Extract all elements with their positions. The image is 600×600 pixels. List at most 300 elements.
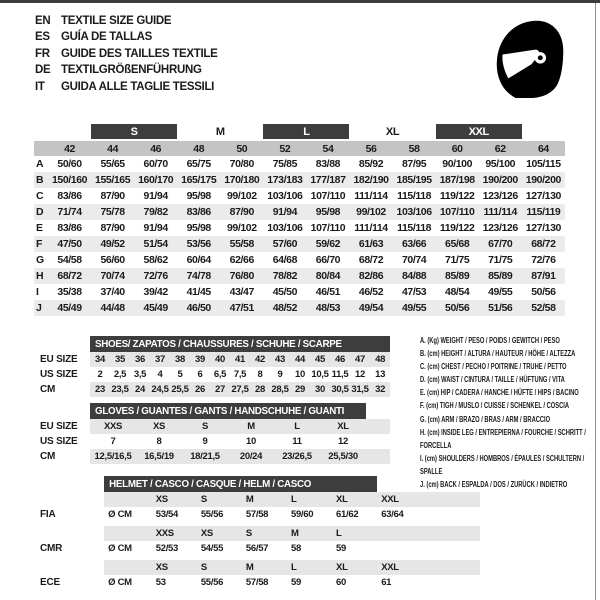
value-cell: 115/118 (397, 222, 432, 234)
value-cell: 12 (338, 436, 348, 447)
empty-cell (377, 541, 422, 556)
value-cell: 75/85 (272, 158, 298, 170)
row-label: CM (40, 451, 56, 462)
size-cell: L (332, 526, 377, 541)
size-cell: 42 (48, 140, 91, 156)
measurement-row (34, 188, 565, 204)
value-cell: 61/63 (349, 236, 392, 252)
value-cell: 55/65 (100, 158, 125, 170)
language-code: IT (35, 80, 45, 93)
value-cell: 27 (210, 382, 230, 397)
value-cell: 57/60 (263, 236, 306, 252)
value-cell: 99/102 (226, 222, 257, 234)
measurement-row (34, 172, 565, 188)
size-group-empty (522, 124, 565, 140)
size-cell: 58 (393, 140, 436, 156)
value-cell: 48/53 (306, 300, 349, 316)
filler-cell (422, 541, 480, 556)
value-cell: 46/51 (315, 286, 341, 298)
value-cell: 24 (130, 382, 150, 397)
measurement-legend (420, 334, 594, 491)
value-cell: 43/47 (229, 286, 254, 298)
size-cell: XS (152, 492, 197, 507)
value-cell: 31,5 (351, 384, 369, 395)
row-label: F (34, 236, 48, 252)
value-cell: 51/54 (134, 236, 177, 252)
value-cell: 57/58 (245, 577, 269, 588)
row-label-spacer (34, 560, 104, 575)
value-cell: 54/58 (57, 254, 82, 266)
value-cell: 111/114 (354, 222, 388, 234)
value-cell: 74/78 (177, 268, 220, 284)
value-cell: 49/52 (91, 236, 134, 252)
size-group-xl: XL (349, 124, 435, 140)
value-cell: 7,5 (233, 369, 247, 380)
row-label: A (36, 158, 44, 170)
value-cell: 103/106 (267, 222, 303, 234)
size-cell: M (242, 560, 287, 575)
value-cell: 53/54 (155, 509, 179, 520)
row-label: EU SIZE (40, 421, 78, 432)
value-cell: 53 (155, 577, 166, 588)
value-cell: 24,5 (151, 384, 169, 395)
unit-spacer (104, 560, 152, 575)
language-title: GUIDE DES TAILLES TEXTILE (61, 47, 218, 60)
size-cell: XXL (377, 560, 422, 575)
value-cell: 55/56 (200, 577, 224, 588)
language-code: EN (35, 15, 51, 27)
value-cell: 44/48 (91, 300, 134, 316)
legend-item: G. (cm) ARM / BRAZO / BRAS / ARM / BRACCIO (420, 414, 551, 424)
filler-cell (422, 507, 480, 522)
language-title: TEXTILGRÖßENFÜHRUNG (61, 64, 202, 77)
helmet-sizes-row (34, 560, 480, 575)
value-cell: 85/92 (358, 158, 384, 170)
row-label: US SIZE (40, 369, 78, 380)
value-cell: 58 (290, 543, 301, 554)
unit-cell: Ø CM (108, 543, 132, 554)
value-cell: 182/190 (349, 172, 392, 188)
legend-item: E. (cm) HIP / CADERA / HANCHE / HÜFTE / HIPS / BACINO (420, 388, 579, 398)
value-cell: 35 (110, 352, 130, 367)
value-cell: 165/175 (177, 172, 220, 188)
value-cell: 83/88 (315, 158, 341, 170)
value-cell: 123/126 (482, 190, 518, 202)
value-cell: 48/54 (445, 286, 470, 298)
size-cell: XL (332, 560, 377, 575)
size-cell: XS (152, 560, 197, 575)
value-cell: 170/180 (220, 172, 263, 188)
title-spacer (34, 403, 90, 419)
value-cell: 2,5 (113, 369, 127, 380)
legend-item: I. (cm) SHOULDERS / HOMBROS / ÉPAULES / SCHULTERN / SPALLE (420, 453, 585, 476)
language-row (35, 13, 218, 29)
value-cell: 84/88 (393, 268, 436, 284)
value-cell: 8 (156, 436, 162, 447)
value-cell: 47/50 (48, 236, 91, 252)
row-label: I (36, 286, 39, 298)
value-cell: 46/50 (177, 300, 220, 316)
value-cell: 45/49 (134, 300, 177, 316)
value-cell: 2 (97, 369, 103, 380)
value-cell: 95/100 (485, 158, 516, 170)
size-group-m: M (177, 124, 263, 140)
value-cell: 119/122 (439, 222, 475, 234)
size-cell: S (242, 526, 287, 541)
value-cell: 91/94 (143, 190, 168, 202)
measurement-row (34, 236, 565, 252)
value-cell: 72/76 (134, 268, 177, 284)
filler-cell (422, 575, 480, 590)
measurement-row (34, 252, 565, 268)
size-cell: 60 (436, 140, 479, 156)
value-cell: 50/60 (57, 158, 82, 170)
value-cell: L (274, 419, 320, 434)
value-cell: 150/160 (48, 172, 91, 188)
value-cell: 46 (330, 352, 350, 367)
size-cell: 52 (263, 140, 306, 156)
helmet-sizes-row (34, 492, 480, 507)
value-cell: 57/58 (245, 509, 269, 520)
shoes_table-title-row (34, 336, 390, 352)
value-cell: 29 (290, 382, 310, 397)
row-label: D (34, 204, 48, 220)
value-cell: S (182, 419, 228, 434)
value-cell: 103/106 (267, 190, 303, 202)
helmet-title-row (34, 476, 480, 492)
filler-cell (422, 526, 480, 541)
corner-cell (34, 140, 48, 156)
value-cell: 34 (90, 352, 110, 367)
language-list (35, 13, 218, 95)
row-label: J (34, 300, 48, 316)
row-label: E (36, 222, 43, 234)
size-cell: S (197, 492, 242, 507)
size-group-xxl: XXL (436, 124, 522, 140)
size-cell: XXL (377, 492, 422, 507)
value-cell: 80/84 (306, 268, 349, 284)
value-cell: 65/68 (436, 236, 479, 252)
value-cell: 39 (190, 352, 210, 367)
textile-size-table (34, 124, 565, 316)
language-row (35, 62, 218, 78)
size-cell: 46 (134, 140, 177, 156)
shoes_table-row (34, 367, 390, 382)
legend-item: A. (Kg) WEIGHT / PESO / POIDS / GEWITCH / PESO (420, 336, 560, 345)
shoes_table-row (34, 352, 390, 367)
value-cell: 111/114 (479, 204, 522, 220)
value-cell: 6 (197, 369, 203, 380)
value-cell: 40 (210, 352, 230, 367)
value-cell: XS (136, 419, 182, 434)
value-cell: 90/100 (442, 158, 473, 170)
value-cell: 56/57 (245, 543, 269, 554)
filler-cell (422, 492, 480, 507)
value-cell: 44 (290, 352, 310, 367)
value-cell: 32 (370, 382, 390, 397)
value-cell: 55/58 (220, 236, 263, 252)
value-cell: 18/21,5 (182, 449, 228, 464)
value-cell: XL (320, 419, 366, 434)
value-cell: 83/86 (57, 222, 82, 234)
value-cell: 70/80 (229, 158, 254, 170)
value-cell: 65/75 (186, 158, 211, 170)
size-cell: XS (197, 526, 242, 541)
value-cell: 11,5 (331, 369, 349, 380)
language-title: GUIDA ALLE TAGLIE TESSILI (61, 80, 215, 93)
value-cell: 56/60 (100, 254, 125, 266)
helmet-values-row (34, 507, 480, 522)
value-cell: 47/53 (401, 286, 427, 298)
row-label: C (36, 190, 44, 202)
row-label: H (34, 268, 48, 284)
value-cell: 87/90 (220, 204, 263, 220)
value-cell: 50/56 (531, 286, 556, 298)
size-cell: 54 (306, 140, 349, 156)
value-cell: 16,5/19 (136, 449, 182, 464)
size-cell: 62 (479, 140, 522, 156)
value-cell: XXS (90, 419, 136, 434)
value-cell: 78/82 (263, 268, 306, 284)
value-cell: 185/195 (393, 172, 436, 188)
value-cell: 63/66 (393, 236, 436, 252)
value-cell: 60/70 (143, 158, 168, 170)
value-cell: 83/86 (177, 204, 220, 220)
gloves_table-title-row (34, 403, 390, 419)
value-cell: 173/183 (263, 172, 306, 188)
value-cell: 91/94 (263, 204, 306, 220)
value-cell: 53/56 (177, 236, 220, 252)
row-label: CM (40, 384, 56, 395)
legend-item: H. (cm) INSIDE LEG / ENTREPIERNA / FOURCHE / SCHRITT / FORCELLA (420, 427, 586, 450)
gloves-size-table (34, 403, 390, 464)
size-cell: L (287, 492, 332, 507)
measurement-row (34, 156, 565, 172)
value-cell: 127/130 (525, 222, 561, 234)
value-cell: 95/98 (186, 190, 211, 202)
value-cell: 30,5 (331, 384, 349, 395)
value-cell: 46/52 (358, 286, 384, 298)
value-cell: 123/126 (482, 222, 518, 234)
value-cell: 99/102 (349, 204, 392, 220)
value-cell: 10 (246, 436, 256, 447)
language-title: GUÍA DE TALLAS (61, 31, 152, 44)
row-label: EU SIZE (40, 354, 78, 365)
standard-label: FIA (40, 509, 56, 520)
value-cell: 119/122 (439, 190, 475, 202)
value-cell: 37 (150, 352, 170, 367)
value-cell: 47/51 (220, 300, 263, 316)
size-cell: 44 (91, 140, 134, 156)
value-cell: 42 (250, 352, 270, 367)
value-cell: M (228, 419, 274, 434)
value-cell: 190/200 (522, 172, 565, 188)
value-cell: 66/70 (315, 254, 341, 266)
size-cell: 56 (349, 140, 392, 156)
legend-item: J. (cm) BACK / ESPALDA / DOS / ZURÜCK / INDIETRO (420, 480, 568, 490)
measurement-row (34, 284, 565, 300)
value-cell: 49/55 (393, 300, 436, 316)
value-cell: 83/86 (57, 190, 82, 202)
value-cell: 82/86 (349, 268, 392, 284)
value-cell: 25,5 (171, 384, 189, 395)
value-cell: 52/53 (155, 543, 179, 554)
value-cell: 61/62 (336, 509, 359, 520)
size-cell: 50 (220, 140, 263, 156)
value-cell: 12 (355, 369, 365, 380)
value-cell: 49/55 (488, 286, 513, 298)
helmet-sizes-row (34, 526, 480, 541)
language-row (35, 79, 218, 95)
legend-item: D. (cm) WAIST / CINTURA / TAILLE / HÜFTUNG / VITA (420, 375, 565, 385)
size-cell: 64 (522, 140, 565, 156)
language-code: ES (35, 31, 50, 44)
value-cell: 45/49 (48, 300, 91, 316)
value-cell: 41/45 (186, 286, 211, 298)
language-row (35, 29, 218, 45)
title-filler (366, 403, 390, 419)
value-cell: 155/165 (91, 172, 134, 188)
legend-item: B. (cm) HEIGHT / ALTURA / HAUTEUR / HÖHE / ALTEZZA (420, 349, 576, 359)
size-group-empty (34, 124, 91, 140)
value-cell: 45/50 (272, 286, 298, 298)
size-band-row (34, 140, 565, 156)
value-cell: 91/94 (143, 222, 168, 234)
value-cell: 68/72 (358, 254, 384, 266)
value-cell: 23 (90, 382, 110, 397)
unit-spacer (104, 492, 152, 507)
title-spacer (34, 336, 90, 352)
value-cell: 50/56 (436, 300, 479, 316)
title-spacer (34, 476, 104, 492)
value-cell: 71/74 (48, 204, 91, 220)
value-cell: 115/118 (397, 190, 432, 202)
size-cell: XXS (152, 526, 197, 541)
shoes_table-title: SHOES/ ZAPATOS / CHAUSSURES / SCHUHE / SCARPE (90, 336, 390, 352)
measurement-row (34, 220, 565, 236)
empty-cell (366, 434, 390, 449)
value-cell: 63/64 (381, 509, 404, 520)
value-cell: 99/102 (226, 190, 257, 202)
value-cell: 58/62 (143, 254, 168, 266)
size-cell: 48 (177, 140, 220, 156)
filler-cell (422, 560, 480, 575)
value-cell: 38 (170, 352, 190, 367)
value-cell: 47 (350, 352, 370, 367)
value-cell: 127/130 (525, 190, 561, 202)
value-cell: 20/24 (228, 449, 274, 464)
size-group-row (34, 124, 565, 140)
value-cell: 8 (257, 369, 263, 380)
value-cell: 71/75 (488, 254, 513, 266)
value-cell: 41 (230, 352, 250, 367)
value-cell: 52/58 (522, 300, 565, 316)
gloves_table-title: GLOVES / GUANTES / GANTS / HANDSCHUHE / GUANTI (90, 403, 366, 419)
value-cell: 87/95 (401, 158, 427, 170)
value-cell: 30 (310, 382, 330, 397)
value-cell: 59/62 (306, 236, 349, 252)
value-cell: 10,5 (311, 369, 329, 380)
value-cell: 59 (336, 543, 347, 554)
value-cell: 61 (381, 577, 392, 588)
gloves_table-row (34, 419, 390, 434)
legend-item: C. (cm) CHEST / PECHO / POITRINE / TRUHE / PETTO (420, 362, 567, 372)
value-cell: 68/72 (48, 268, 91, 284)
value-cell: 28 (250, 382, 270, 397)
value-cell: 107/110 (310, 190, 346, 202)
value-cell: 85/89 (436, 268, 479, 284)
value-cell: 87/90 (100, 190, 125, 202)
value-cell: 64/68 (272, 254, 298, 266)
measurement-row (34, 204, 565, 220)
value-cell: 103/106 (393, 204, 436, 220)
value-cell: 55/56 (200, 509, 224, 520)
value-cell: 70/74 (91, 268, 134, 284)
size-group-l: L (263, 124, 349, 140)
value-cell: 54/55 (200, 543, 224, 554)
standard-label: ECE (40, 577, 60, 588)
value-cell: 68/72 (522, 236, 565, 252)
value-cell: 48 (370, 352, 390, 367)
value-cell: 12,5/16,5 (90, 449, 136, 464)
value-cell: 87/91 (522, 268, 565, 284)
value-cell: 190/200 (479, 172, 522, 188)
value-cell: 10 (295, 369, 305, 380)
value-cell: 5 (177, 369, 183, 380)
value-cell: 27,5 (231, 384, 249, 395)
value-cell: 48/52 (263, 300, 306, 316)
shoes_table-row (34, 382, 390, 397)
size-cell: XL (332, 492, 377, 507)
row-label-spacer (34, 526, 104, 541)
value-cell: 60/64 (186, 254, 211, 266)
value-cell: 26 (190, 382, 210, 397)
size-cell: M (287, 526, 332, 541)
row-label: G (36, 254, 44, 266)
value-cell: 87/90 (100, 222, 125, 234)
value-cell: 79/82 (134, 204, 177, 220)
value-cell: 59 (290, 577, 301, 588)
value-cell: 43 (270, 352, 290, 367)
size-group-s: S (91, 124, 177, 140)
value-cell: 7 (110, 436, 116, 447)
value-cell: 9 (277, 369, 283, 380)
shoes-size-table (34, 336, 390, 397)
value-cell: 4 (157, 369, 163, 380)
helmet-values-row (34, 541, 480, 556)
row-label: B (34, 172, 48, 188)
value-cell: 71/75 (445, 254, 470, 266)
unit-spacer (104, 526, 152, 541)
value-cell: 37/40 (100, 286, 125, 298)
row-label-spacer (34, 492, 104, 507)
row-label: US SIZE (40, 436, 78, 447)
gloves_table-row (34, 434, 390, 449)
size-cell: S (197, 560, 242, 575)
value-cell: 76/80 (220, 268, 263, 284)
value-cell: 187/198 (436, 172, 479, 188)
value-cell: 25,5/30 (320, 449, 366, 464)
top-border-line (0, 0, 600, 3)
empty-cell (366, 449, 390, 464)
value-cell: 49/54 (349, 300, 392, 316)
value-cell: 6,5 (213, 369, 227, 380)
measurement-row (34, 268, 565, 284)
value-cell: 35/38 (57, 286, 82, 298)
value-cell: 67/70 (479, 236, 522, 252)
value-cell: 177/187 (306, 172, 349, 188)
value-cell: 111/114 (354, 190, 388, 202)
